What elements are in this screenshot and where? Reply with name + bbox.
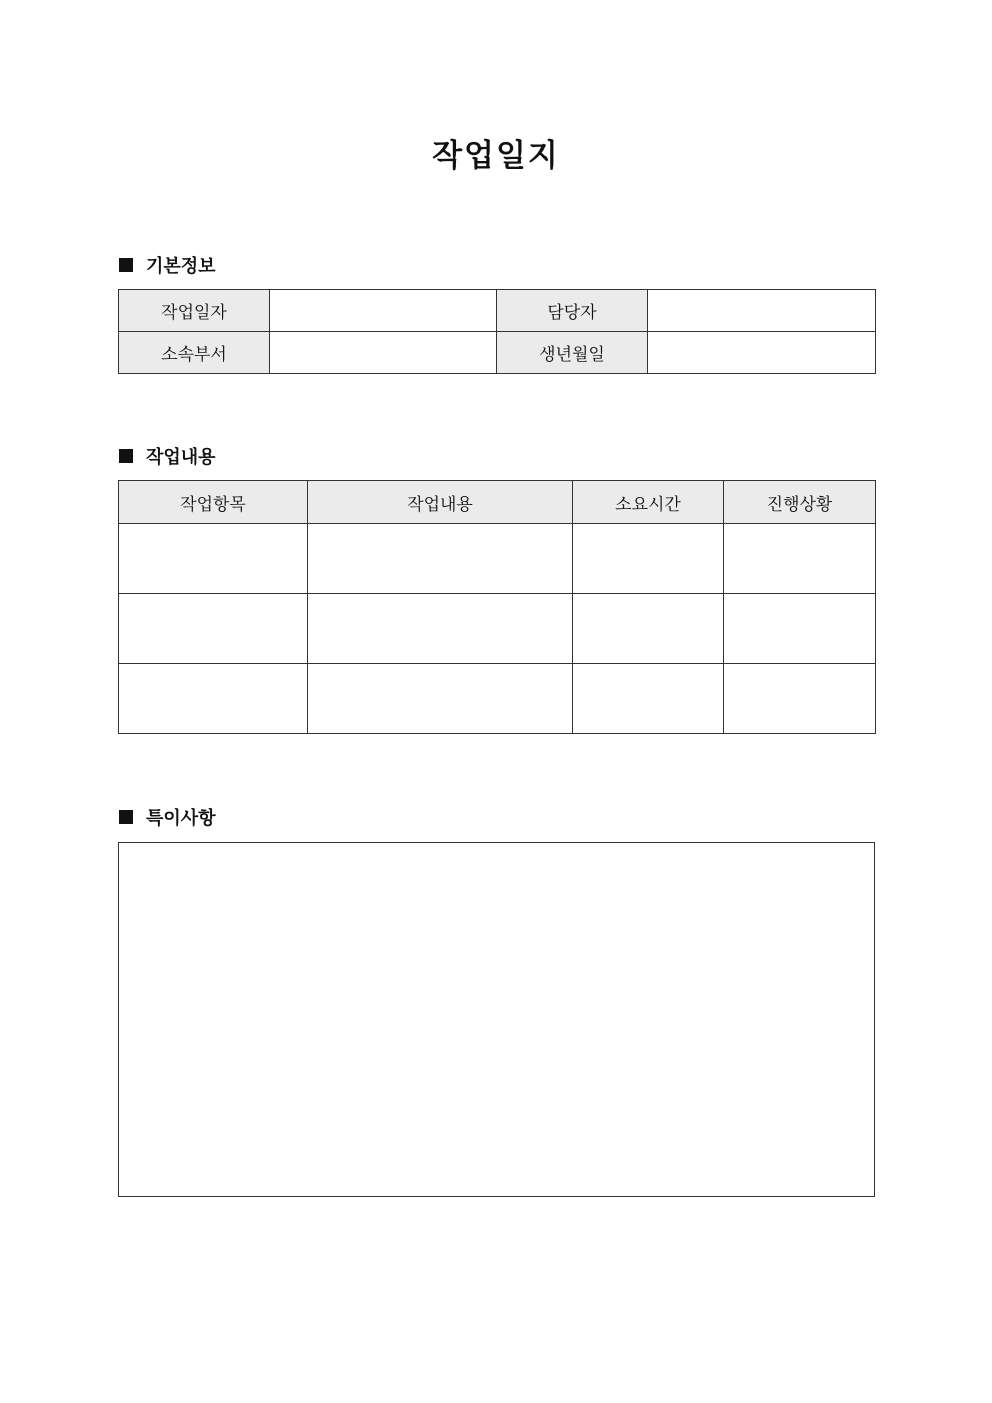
work-content-table <box>118 480 876 734</box>
table-cell[interactable] <box>573 524 724 594</box>
table-cell[interactable] <box>724 594 876 664</box>
column-header-work-item: 작업항목 <box>119 481 308 524</box>
table-row <box>119 290 876 332</box>
notes-box[interactable] <box>118 842 875 1197</box>
table-cell[interactable] <box>308 664 573 734</box>
black-square-icon <box>119 810 133 824</box>
table-row <box>119 664 876 734</box>
table-row <box>119 594 876 664</box>
department-label: 소속부서 <box>119 332 270 374</box>
table-cell[interactable] <box>119 524 308 594</box>
table-row <box>119 332 876 374</box>
table-cell[interactable] <box>573 664 724 734</box>
black-square-icon <box>119 449 133 463</box>
section-heading-label: 작업내용 <box>146 447 216 468</box>
black-square-icon <box>119 258 133 272</box>
table-cell[interactable] <box>724 524 876 594</box>
person-in-charge-label: 담당자 <box>497 290 648 332</box>
table-header-row <box>119 481 876 524</box>
table-cell[interactable] <box>724 664 876 734</box>
column-header-progress: 진행상황 <box>724 481 876 524</box>
work-date-field[interactable] <box>270 290 497 332</box>
section-heading-work-content <box>119 444 216 468</box>
column-header-time-required: 소요시간 <box>573 481 724 524</box>
work-date-label: 작업일자 <box>119 290 270 332</box>
column-header-work-content: 작업내용 <box>308 481 573 524</box>
table-cell[interactable] <box>308 594 573 664</box>
page-title: 작업일지 <box>432 138 560 174</box>
person-in-charge-field[interactable] <box>648 290 876 332</box>
birth-date-label: 생년월일 <box>497 332 648 374</box>
table-row <box>119 524 876 594</box>
table-cell[interactable] <box>573 594 724 664</box>
section-heading-label: 기본정보 <box>146 256 216 277</box>
basic-info-table <box>118 289 876 374</box>
table-cell[interactable] <box>308 524 573 594</box>
department-field[interactable] <box>270 332 497 374</box>
section-heading-notes <box>119 805 216 829</box>
table-cell[interactable] <box>119 664 308 734</box>
section-heading-label: 특이사항 <box>146 808 216 829</box>
table-cell[interactable] <box>119 594 308 664</box>
birth-date-field[interactable] <box>648 332 876 374</box>
section-heading-basic-info <box>119 253 216 277</box>
